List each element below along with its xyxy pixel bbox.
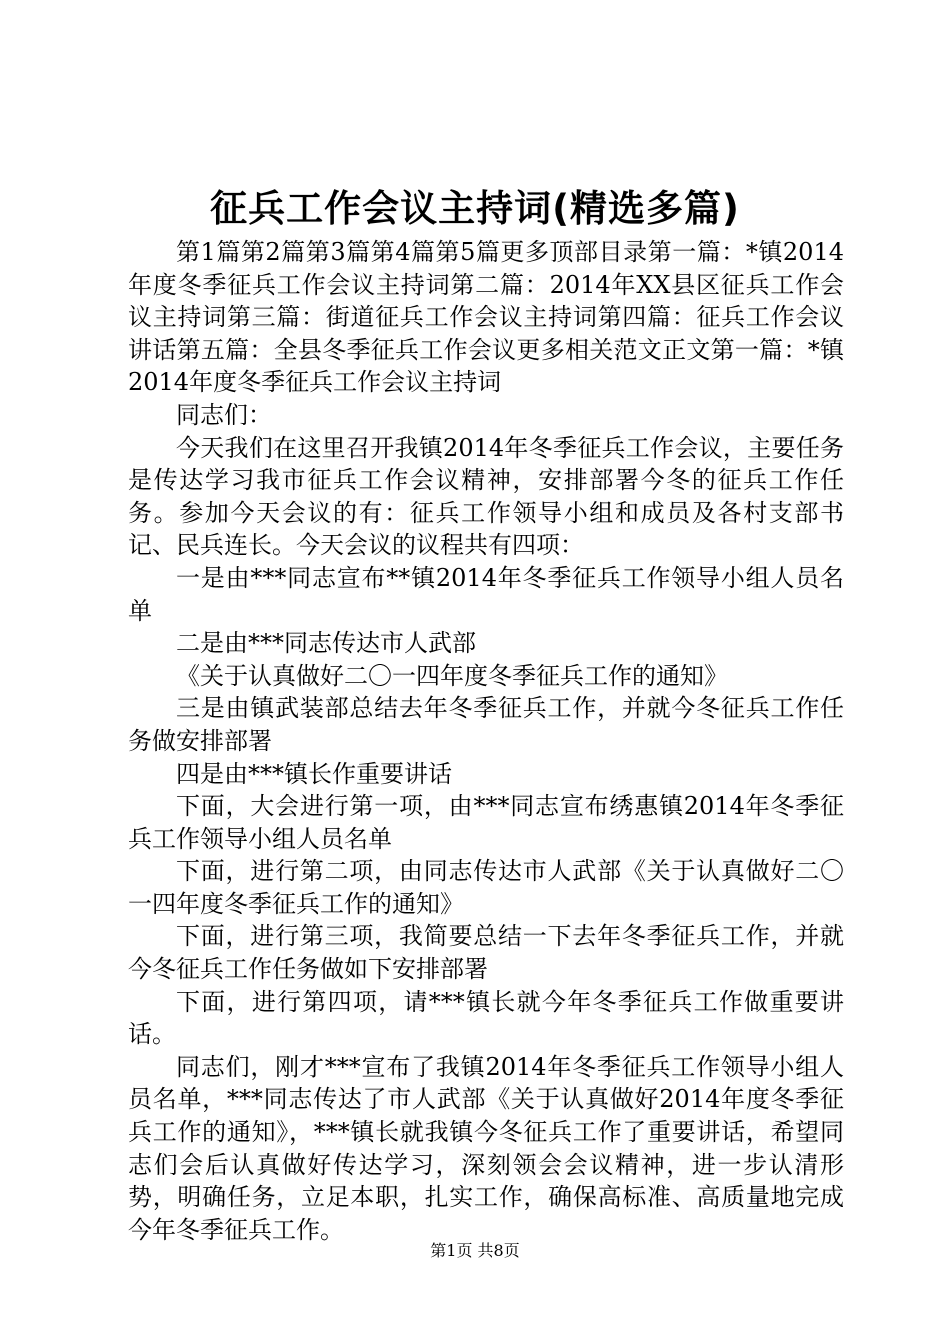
document-body — [128, 236, 844, 1246]
closing-paragraph: 同志们，刚才***宣布了我镇2014年冬季征兵工作领导小组人员名单，***同志传达了市人武部《关于认真做好2014年度冬季征兵工作的通知》，***镇长就我镇今冬征兵工作了重要讲话，希望同志们会后认真做好传达学习，深刻领会会议精神，进一步认清形势，明确任务，立足本职，扎实工作，确保高标准、高质量地完成今年冬季征兵工作。 — [128, 1052, 844, 1244]
agenda-item-2-notice: 《关于认真做好二〇一四年度冬季征兵工作的通知》 — [176, 661, 728, 690]
agenda-item-4: 四是由***镇长作重要讲话 — [176, 759, 452, 788]
proceeding-item-4: 下面，进行第四项，请***镇长就今年冬季征兵工作做重要讲话。 — [128, 987, 844, 1049]
document-title: 征兵工作会议主持词(精选多篇) — [210, 187, 740, 230]
page-number-footer: 第1页 共8页 — [430, 1241, 520, 1260]
agenda-item-2: 二是由***同志传达市人武部 — [176, 629, 476, 658]
agenda-item-3: 三是由镇武装部总结去年冬季征兵工作，并就今冬征兵工作任务做安排部署 — [128, 694, 844, 755]
proceeding-item-1: 下面，大会进行第一项，由***同志宣布绣惠镇2014年冬季征兵工作领导小组人员名单 — [128, 792, 844, 853]
table-of-contents-paragraph: 第1篇第2篇第3篇第4篇第5篇更多顶部目录第一篇：*镇2014年度冬季征兵工作会议主持词第二篇：2014年XX县区征兵工作会议主持词第三篇：街道征兵工作会议主持词第四篇：征兵工作会议讲话第五篇：全县冬季征兵工作会议更多相关范文正文第一篇：*镇2014年度冬季征兵工作会议主持词 — [128, 238, 844, 397]
opening-paragraph: 今天我们在这里召开我镇2014年冬季征兵工作会议，主要任务是传达学习我市征兵工作会议精神，安排部署今冬的征兵工作任务。参加今天会议的有：征兵工作领导小组和成员及各村支部书记、民兵连长。今天会议的议程共有四项： — [128, 433, 844, 560]
salutation-paragraph: 同志们： — [176, 400, 272, 429]
proceeding-item-3: 下面，进行第三项，我简要总结一下去年冬季征兵工作，并就今冬征兵工作任务做如下安排部署 — [128, 922, 844, 984]
proceeding-item-2: 下面，进行第二项，由同志传达市人武部《关于认真做好二〇一四年度冬季征兵工作的通知》 — [128, 857, 844, 918]
agenda-item-1: 一是由***同志宣布**镇2014年冬季征兵工作领导小组人员名单 — [128, 563, 844, 625]
